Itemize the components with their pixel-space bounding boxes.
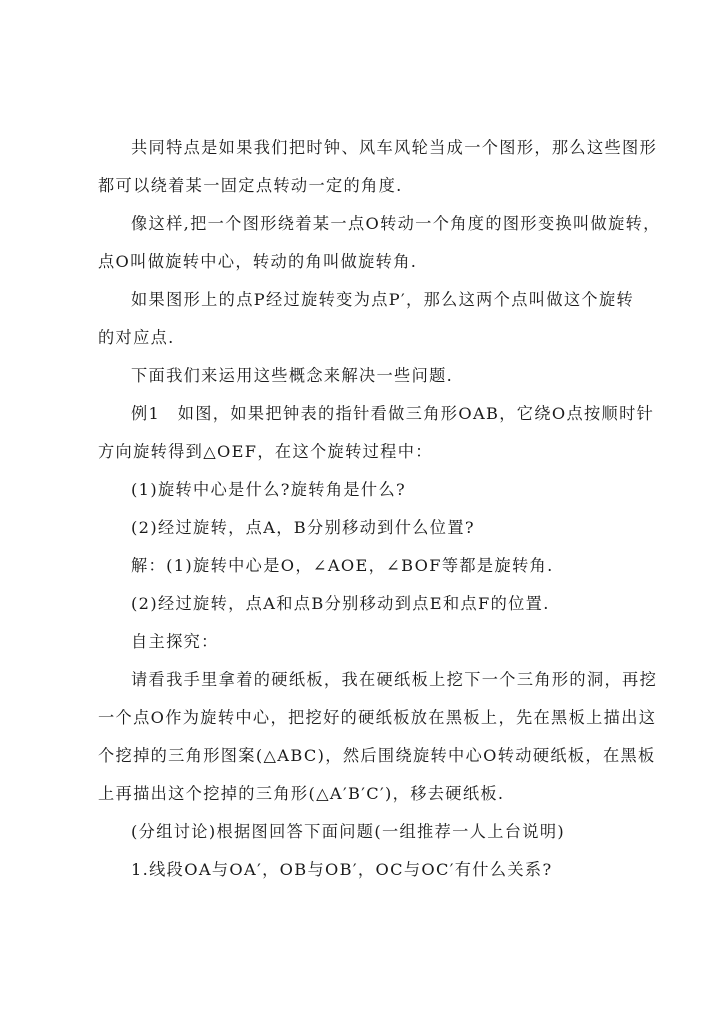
text-line: (2)经过旋转，点A，B分别移动到什么位置? [131,518,475,537]
text-line: 1.线段OA与OA′，OB与OB′，OC与OC′有什么关系? [131,860,553,879]
text-line: 例1 如图，如果把钟表的指针看做三角形OAB，它绕O点按顺时针 [131,404,655,423]
paragraph-answer-2 [98,585,628,623]
text-line: 下面我们来运用这些概念来解决一些问题. [131,366,454,385]
text-line: 个挖掉的三角形图案(△ABC)，然后围绕旋转中心O转动硬纸板，在黑板 [98,746,656,765]
paragraph-self-exploration-heading [98,623,628,661]
paragraph-question-segments [98,851,628,889]
paragraph-common-features [98,129,658,205]
text-line: 上再描出这个挖掉的三角形(△A′B′C′)，移去硬纸板. [98,784,505,803]
text-line: (分组讨论)根据图回答下面问题(一组推荐一人上台说明) [131,822,566,841]
paragraph-answer-1 [98,547,628,585]
text-line: (1)旋转中心是什么?旋转角是什么? [131,480,407,499]
text-line: 点O叫做旋转中心，转动的角叫做旋转角. [98,252,418,271]
paragraph-question-2 [98,509,628,547]
paragraph-question-1 [98,471,628,509]
text-line: 方向旋转得到△OEF，在这个旋转过程中： [98,442,433,461]
paragraph-intro-problems [98,357,628,395]
text-line: 如果图形上的点P经过旋转变为点P′，那么这两个点叫做这个旋转 [131,290,635,309]
paragraph-corresponding-points [98,281,635,357]
paragraph-cardboard-activity [98,661,658,813]
text-line: 都可以绕着某一固定点转动一定的角度. [98,176,403,195]
paragraph-example-1 [98,395,655,471]
text-line: 的对应点. [98,328,175,347]
text-line: 一个点O作为旋转中心，把挖好的硬纸板放在黑板上，先在黑板上描出这 [98,708,657,727]
text-line: 请看我手里拿着的硬纸板，我在硬纸板上挖下一个三角形的洞，再挖 [131,670,658,689]
paragraph-group-discussion [98,813,628,851]
text-line: 解：(1)旋转中心是O，∠AOE，∠BOF等都是旋转角. [131,556,554,575]
text-line: 共同特点是如果我们把时钟、风车风轮当成一个图形，那么这些图形 [131,138,658,157]
paragraph-rotation-definition [98,205,661,281]
text-line: (2)经过旋转，点A和点B分别移动到点E和点F的位置. [131,594,550,613]
text-line: 自主探究： [131,632,219,651]
text-line: 像这样,把一个图形绕着某一点O转动一个角度的图形变换叫做旋转， [131,214,661,233]
